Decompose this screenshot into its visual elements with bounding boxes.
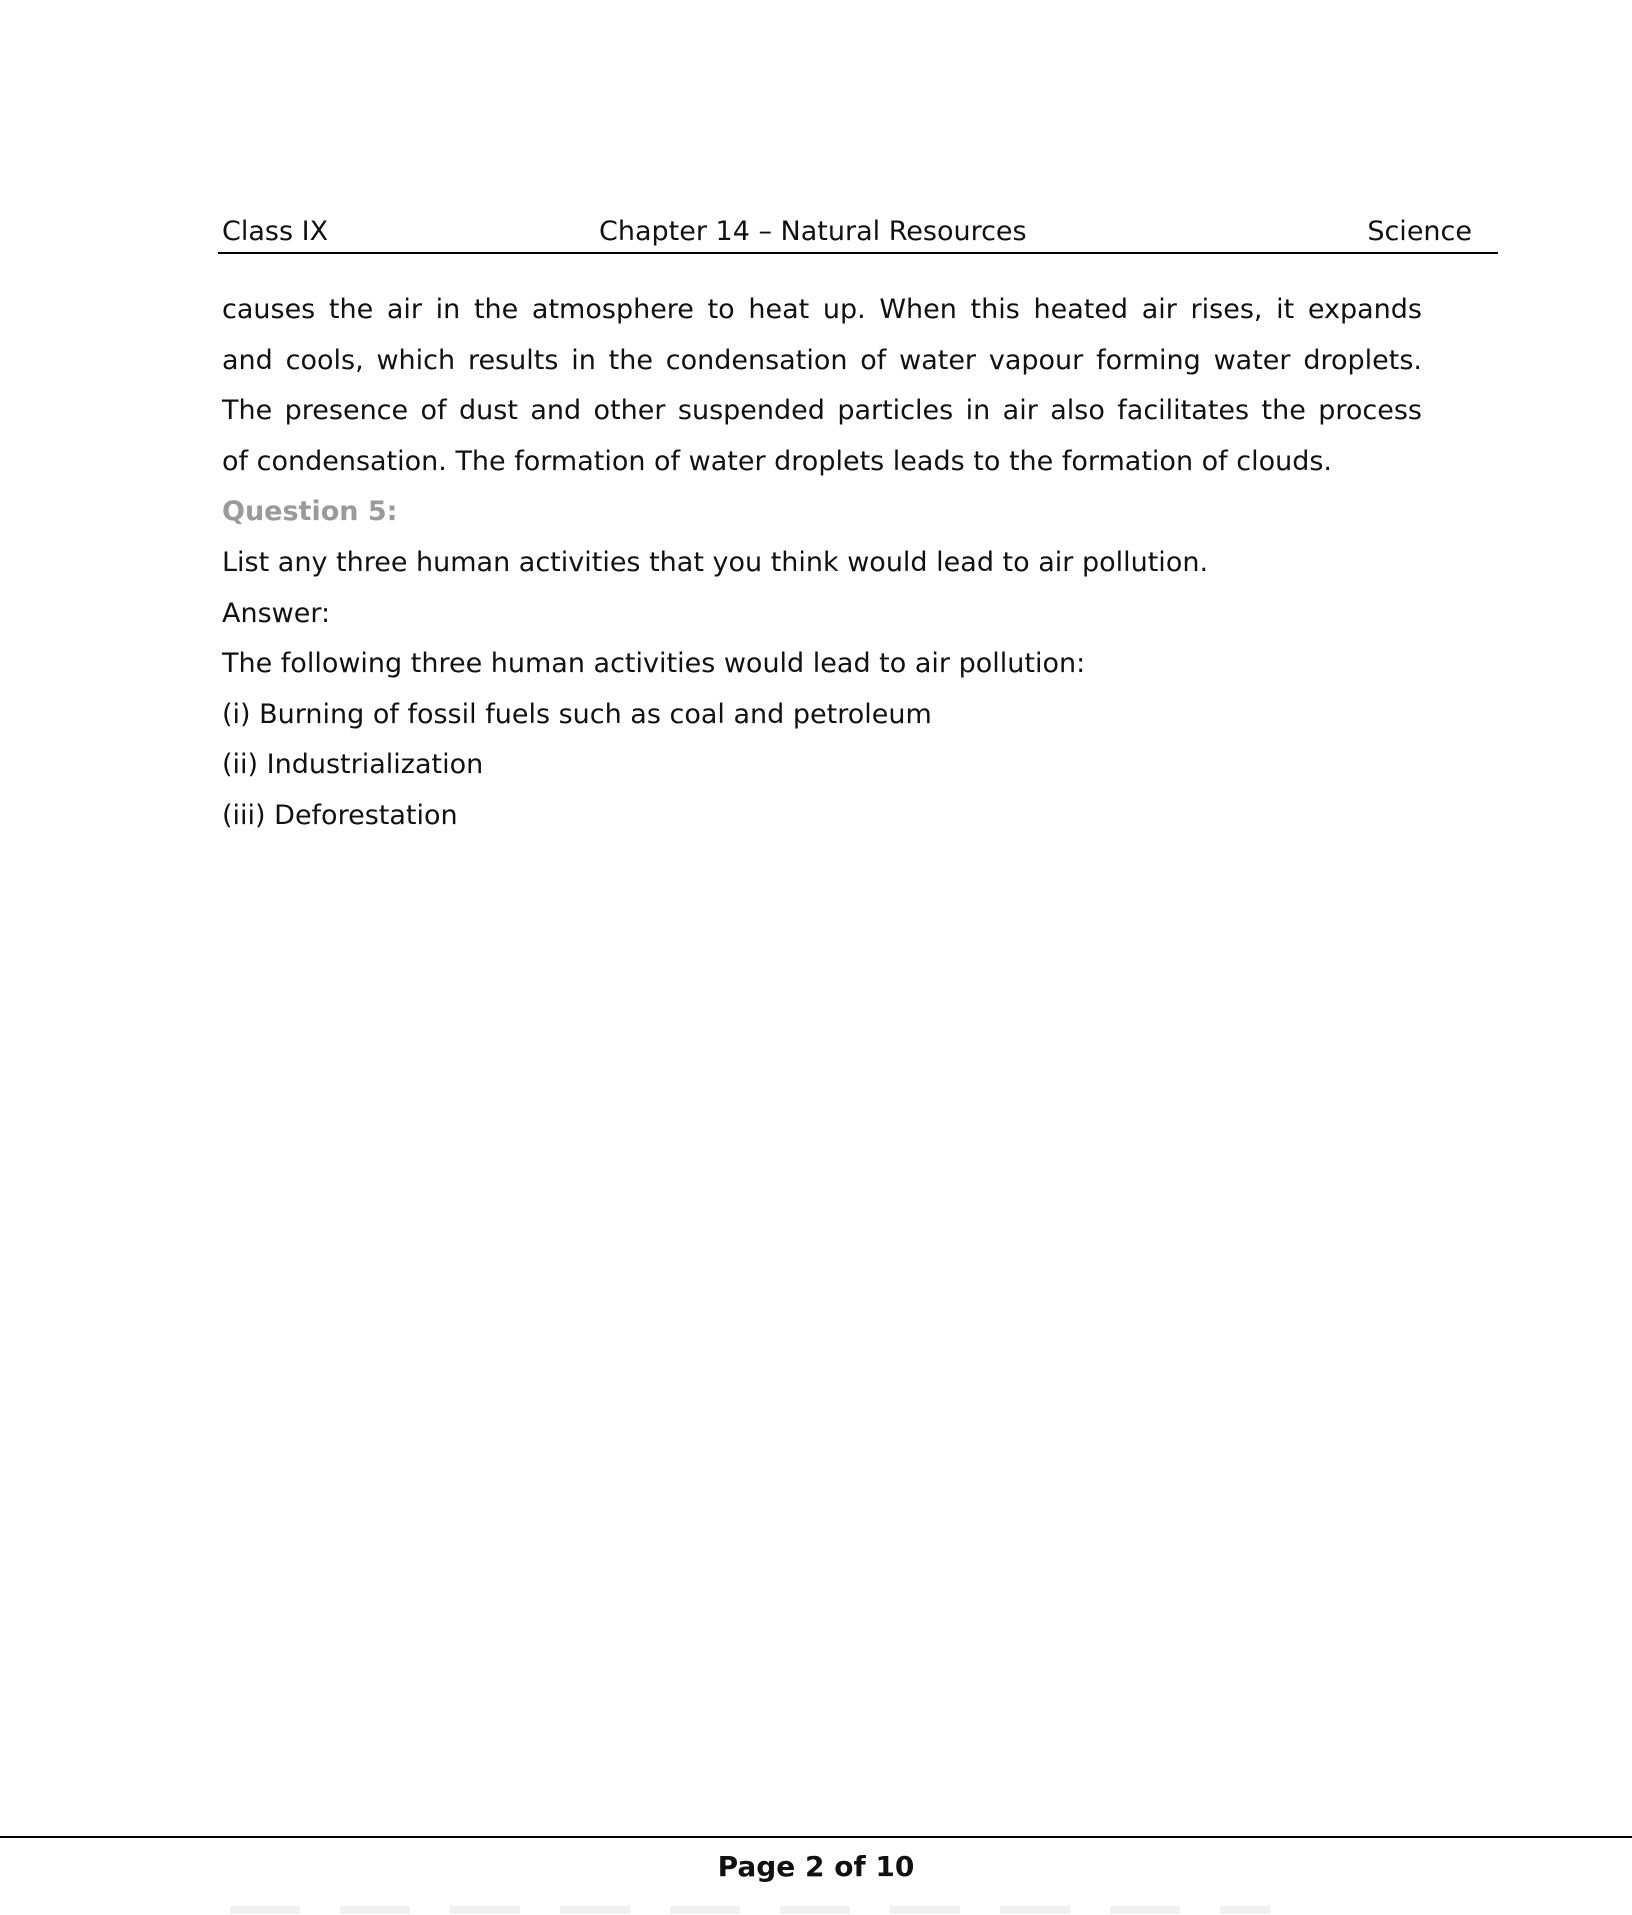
answer-item: (i) Burning of fossil fuels such as coal and petroleum [222, 698, 932, 730]
header-chapter-title: Chapter 14 – Natural Resources [599, 216, 1027, 247]
paragraph-line: and cools, which results in the condensation of water vapour forming water droplets. [222, 344, 1422, 376]
answer-label: Answer: [222, 597, 331, 629]
paragraph-line: causes the air in the atmosphere to heat up. When this heated air rises, it expands [222, 294, 1422, 325]
answer-item: (iii) Deforestation [222, 799, 458, 831]
header-subject: Science [1367, 216, 1472, 247]
page-header [218, 214, 1498, 254]
paragraph-line: of condensation. The formation of water droplets leads to the formation of clouds. [222, 445, 1333, 477]
page-number: Page 2 of 10 [717, 1850, 915, 1883]
paragraph-line: The presence of dust and other suspended particles in air also facilitates the process [222, 395, 1422, 427]
footer-divider [0, 1836, 1632, 1838]
page-content [222, 285, 1422, 842]
answer-item: (ii) Industrialization [222, 749, 484, 781]
answer-intro: The following three human activities would lead to air pollution: [222, 648, 1086, 680]
question-heading: Question 5: [222, 496, 398, 528]
question-text: List any three human activities that you think would lead to air pollution. [222, 546, 1209, 578]
header-class: Class IX [222, 216, 329, 247]
faint-bleed-through-line [230, 1906, 1270, 1914]
